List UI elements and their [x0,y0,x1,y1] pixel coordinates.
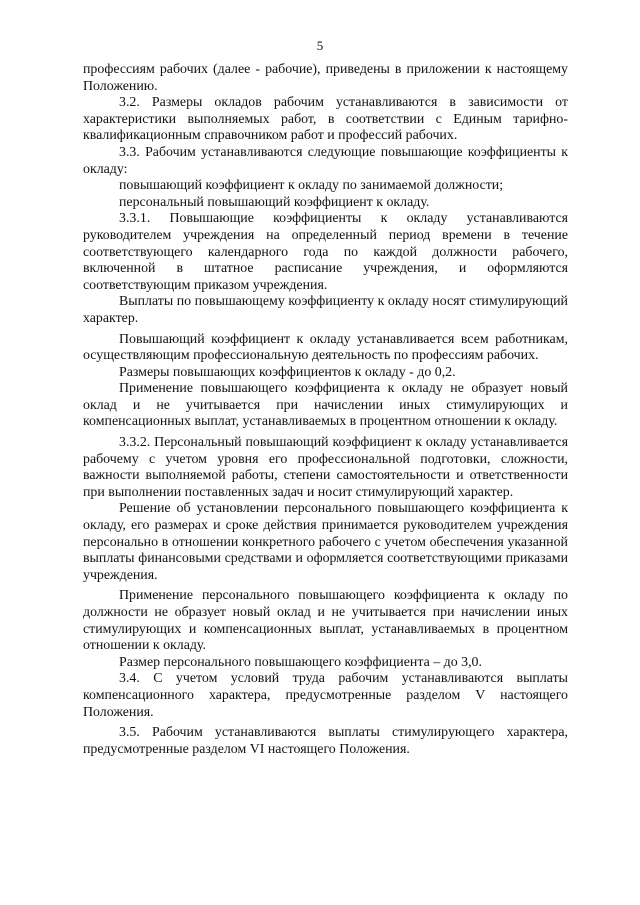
paragraph-3-5: 3.5. Рабочим устанавливаются выплаты стимулирующего характера, предусмотренные разделом VI настоящего Положения. [83,725,568,757]
paragraph-personal-application: Применение персонального повышающего коэффициента к окладу по должности не образует новый оклад и не учитывается при начислении иных стимулирующих и компенсационных выплат, устанавливаемых в процентном отношении к окладу. [83,588,568,654]
document-body [83,62,568,758]
paragraph-3-3-1: 3.3.1. Повышающие коэффициенты к окладу устанавливаются руководителем учреждения на определенный период времени в течение соответствующего календарного года по каждой должности рабочего, включенной в штатное расписание учреждения, и оформляются соответствующим приказом учреждения. [83,211,568,293]
page-number: 5 [316,38,324,53]
paragraph-payments-stimulating: Выплаты по повышающему коэффициенту к окладу носят стимулирующий характер. [83,294,568,326]
paragraph-personal-decision: Решение об установлении персонального повышающего коэффициента к окладу, его размерах и сроке действия принимается руководителем учреждения персонально в отношении конкретного рабочего с учетом обеспечения указанной выплаты финансовыми средствами и оформляется соответствующими приказами учреждения. [83,501,568,583]
paragraph-3-3: 3.3. Рабочим устанавливаются следующие повышающие коэффициенты к окладу: [83,144,568,177]
paragraph-personal-size: Размер персонального повышающего коэффициента – до 3,0. [119,654,482,670]
paragraph-3-4: 3.4. С учетом условий труда рабочим устанавливаются выплаты компенсационного характера, предусмотренные разделом V настоящего Положения. [83,671,568,720]
paragraph-coefficient-application: Применение повышающего коэффициента к окладу не образует новый оклад и не учитывается при начислении иных стимулирующих и компенсационных выплат, устанавливаемых в процентном отношении к окладу. [83,381,568,430]
list-item-coefficient-personal: персональный повышающий коэффициент к окладу. [119,194,430,210]
paragraph-3-3-2: 3.3.2. Персональный повышающий коэффициент к окладу устанавливается рабочему с учетом уровня его профессиональной подготовки, сложности, важности выполняемой работы, степени самостоятельности и ответственности при выполнении поставленных задач и носит стимулирующий характер. [83,435,568,500]
paragraph-coefficient-all-workers: Повышающий коэффициент к окладу устанавливается всем работникам, осуществляющим профессиональную деятельность по профессиям рабочих. [83,331,568,364]
paragraph-coefficient-size: Размеры повышающих коэффициентов к окладу - до 0,2. [119,364,456,380]
paragraph-3-2: 3.2. Размеры окладов рабочим устанавливаются в зависимости от характеристики выполняемых работ, в соответствии с Единым тарифно-квалификационным справочником работ и профессий рабочих. [83,95,568,144]
list-item-coefficient-position: повышающий коэффициент к окладу по занимаемой должности; [119,178,504,194]
paragraph-continuation: профессиям рабочих (далее - рабочие), приведены в приложении к настоящему Положению. [83,62,568,94]
